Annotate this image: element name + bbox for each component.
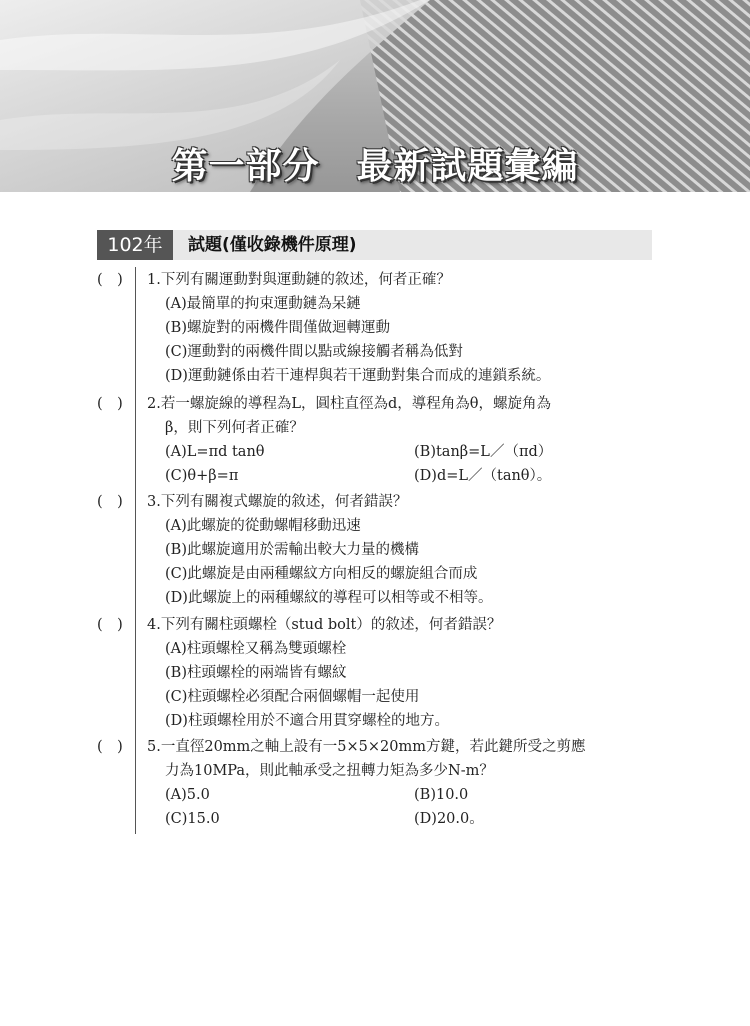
answer-parenthesis[interactable]: ( ) xyxy=(97,396,123,412)
question-1 xyxy=(97,268,657,386)
option-c: (C)15.0 xyxy=(165,811,220,827)
question-3 xyxy=(97,490,657,608)
option-c: (C)θ+β=π xyxy=(165,468,239,484)
option-b: (B)柱頭螺栓的兩端皆有螺紋 xyxy=(165,665,347,681)
question-4 xyxy=(97,613,657,731)
part-title: 第一部分 最新試題彙編 xyxy=(171,146,579,187)
answer-parenthesis[interactable]: ( ) xyxy=(97,272,123,288)
section-header xyxy=(97,230,652,260)
chapter-banner xyxy=(0,0,750,192)
option-c: (C)此螺旋是由兩種螺紋方向相反的螺旋組合而成 xyxy=(165,566,478,582)
question-stem xyxy=(147,490,655,514)
option-c: (C)柱頭螺栓必須配合兩個螺帽一起使用 xyxy=(165,689,420,705)
question-number: 4. xyxy=(147,617,161,633)
option-a: (A)此螺旋的從動螺帽移動迅速 xyxy=(165,518,361,534)
answer-parenthesis[interactable]: ( ) xyxy=(97,739,123,755)
question-number: 5. xyxy=(147,739,161,755)
question-number: 2. xyxy=(147,396,161,412)
option-d: (D)運動鏈係由若干連桿與若干運動對集合而成的連鎖系統。 xyxy=(165,368,551,384)
question-text-continued: 力為10MPa，則此軸承受之扭轉力矩為多少N-m？ xyxy=(165,763,494,779)
option-d: (D)柱頭螺栓用於不適合用貫穿螺栓的地方。 xyxy=(165,713,449,729)
option-b: (B)螺旋對的兩機件間僅做迴轉運動 xyxy=(165,320,390,336)
answer-parenthesis[interactable]: ( ) xyxy=(97,494,123,510)
option-a: (A)L=πd tanθ xyxy=(165,444,265,460)
option-d: (D)此螺旋上的兩種螺紋的導程可以相等或不相等。 xyxy=(165,590,493,606)
option-b: (B)此螺旋適用於需輸出較大力量的機構 xyxy=(165,542,419,558)
year-badge: 102年 xyxy=(97,230,173,260)
question-text: 一直徑20mm之軸上設有一5×5×20mm方鍵，若此鍵所受之剪應 xyxy=(160,739,586,755)
option-c: (C)運動對的兩機件間以點或線接觸者稱為低對 xyxy=(165,344,463,360)
question-text: 下列有關柱頭螺栓（stud bolt）的敘述，何者錯誤？ xyxy=(160,617,502,633)
option-a: (A)5.0 xyxy=(165,787,210,803)
question-text: 若一螺旋線的導程為L，圓柱直徑為d，導程角為θ，螺旋角為 xyxy=(160,396,551,412)
option-d: (D)d=L／（tanθ）。 xyxy=(414,468,552,484)
question-text: 下列有關運動對與運動鏈的敘述，何者正確？ xyxy=(160,272,451,288)
option-d: (D)20.0。 xyxy=(414,811,484,827)
question-2 xyxy=(97,392,657,488)
question-stem xyxy=(147,268,655,292)
section-title: 試題(僅收錄機件原理) xyxy=(188,235,357,255)
option-a: (A)最簡單的拘束運動鏈為呆鏈 xyxy=(165,296,361,312)
question-5 xyxy=(97,735,657,831)
question-stem xyxy=(147,392,655,440)
answer-parenthesis[interactable]: ( ) xyxy=(97,617,123,633)
question-number: 1. xyxy=(147,272,161,288)
question-text: 下列有關複式螺旋的敘述，何者錯誤？ xyxy=(160,494,408,510)
question-stem xyxy=(147,735,655,783)
option-a: (A)柱頭螺栓又稱為雙頭螺栓 xyxy=(165,641,347,657)
option-b: (B)tanβ=L／（πd） xyxy=(414,444,553,460)
question-stem xyxy=(147,613,655,637)
question-text-continued: β，則下列何者正確？ xyxy=(165,420,304,436)
question-number: 3. xyxy=(147,494,161,510)
option-b: (B)10.0 xyxy=(414,787,469,803)
